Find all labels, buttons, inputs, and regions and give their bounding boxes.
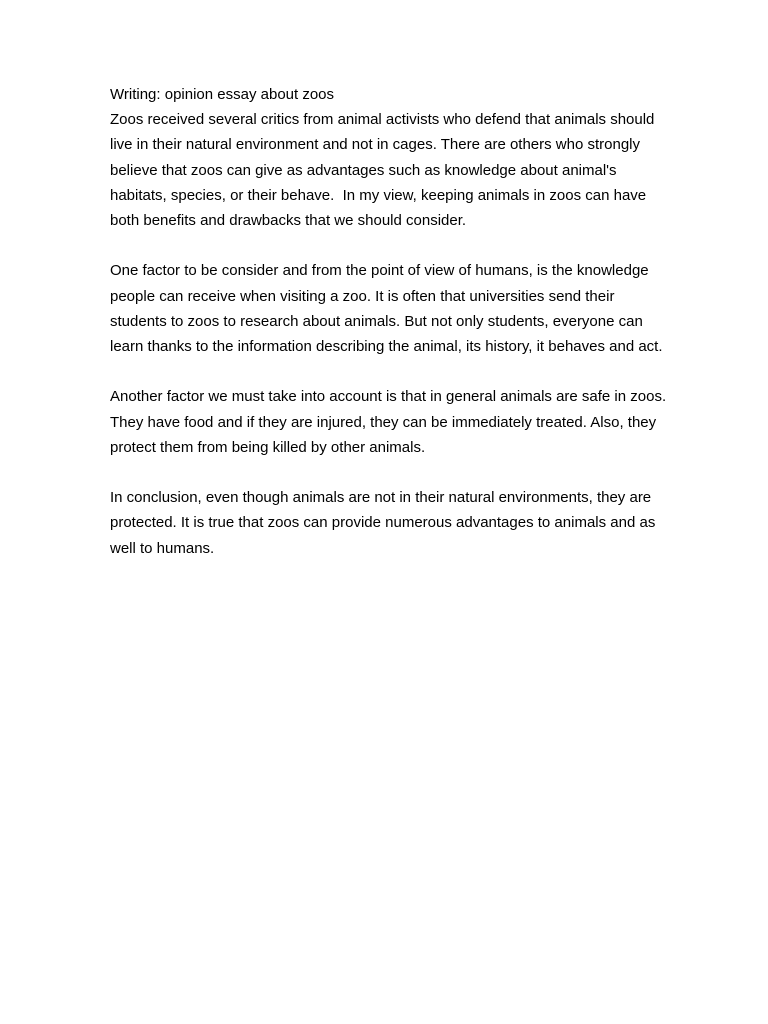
paragraph-safety: Another factor we must take into account is that in general animals are safe in zoos. They have food and if they are injured, they can be immediately treated. Also, they protect them from being killed by other animals. [110, 388, 671, 456]
document-title: Writing: opinion essay about zoos [110, 86, 335, 103]
paragraph-knowledge: One factor to be consider and from the point of view of humans, is the knowledge people can receive when visiting a zoo. It is often that universities send their students to zoos to research about animals. But not only students, everyone can learn thanks to the information describing the animal, its history, it behaves and act. [110, 262, 663, 356]
paragraph-introduction: Zoos received several critics from animal activists who defend that animals should live in their natural environment and not in cages. There are others who strongly believe that zoos can give as advantages such as knowledge about animal's habitats, species, or their behave. In my view, keeping animals in zoos can have both benefits and drawbacks that we should consider. [110, 111, 659, 230]
document-body [110, 82, 670, 586]
paragraph-conclusion: In conclusion, even though animals are not in their natural environments, they are protected. It is true that zoos can provide numerous advantages to animals and as well to humans. [110, 489, 660, 557]
